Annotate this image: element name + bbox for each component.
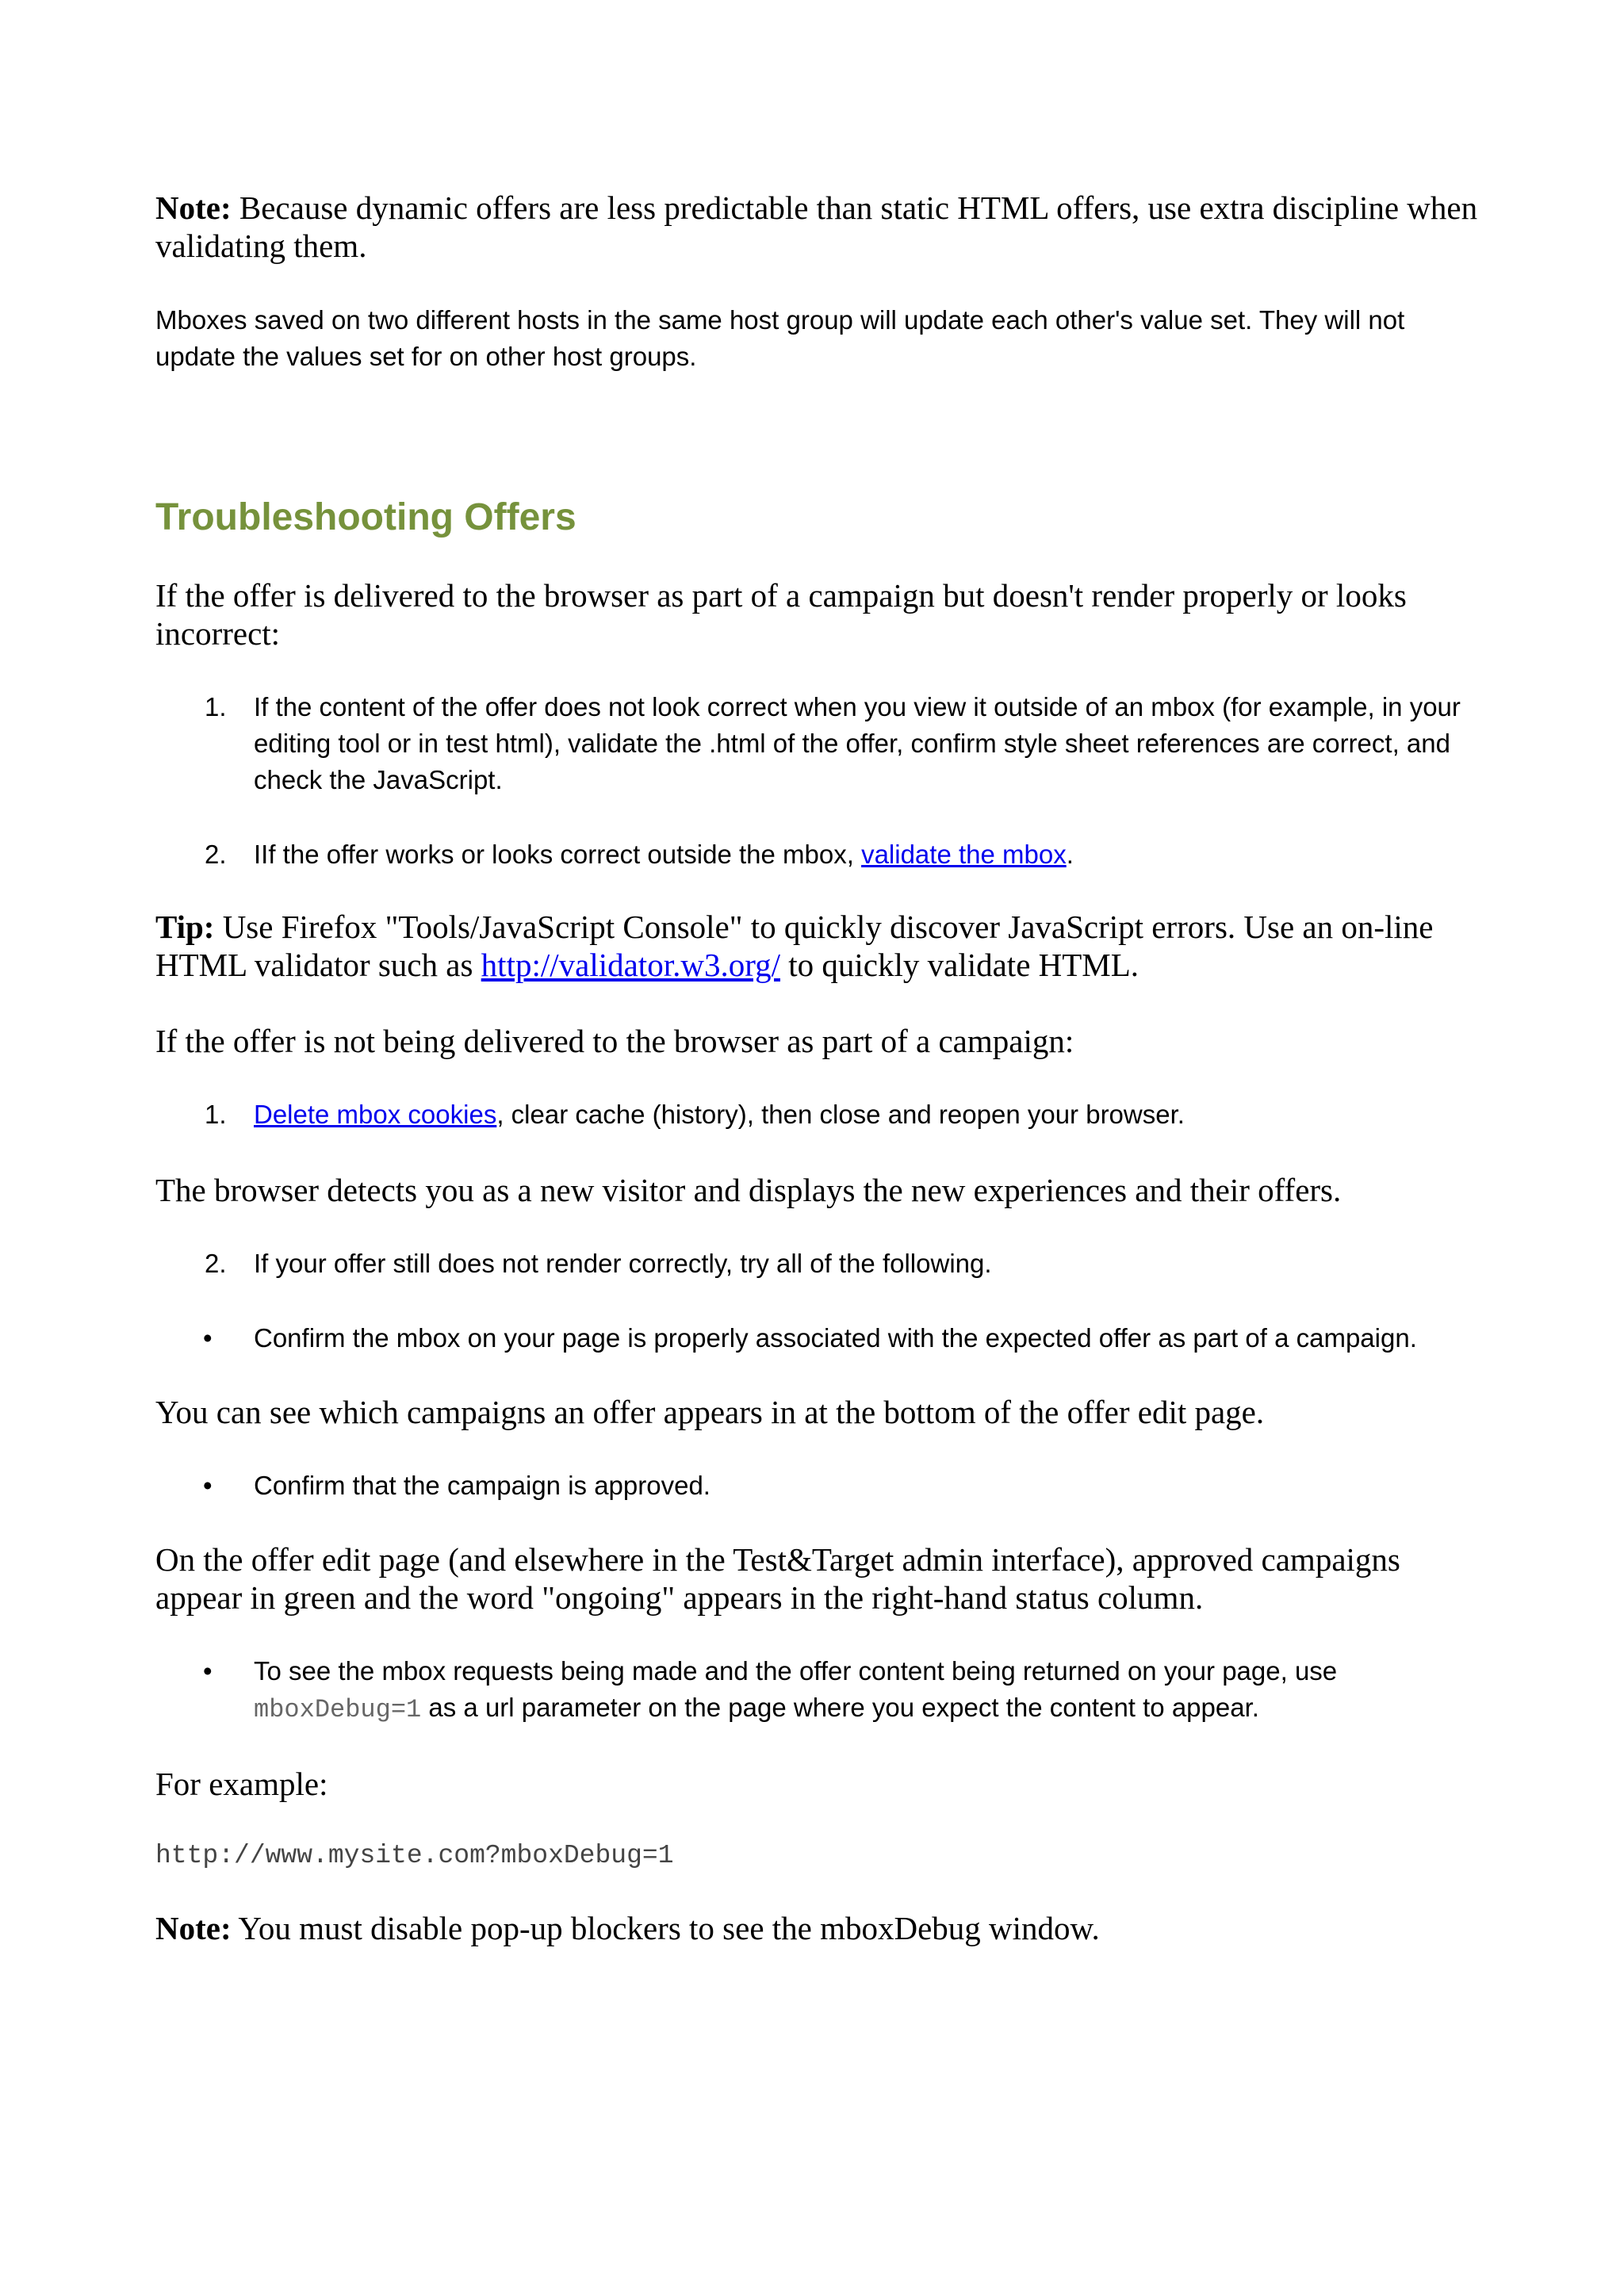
note2-paragraph <box>155 1909 1488 1947</box>
list-item <box>155 836 1488 873</box>
bullet-item <box>155 1653 1488 1728</box>
list-item-text: IIf the offer works or looks correct outside the mbox, <box>254 840 862 869</box>
bullet-item-text-end: as a url parameter on the page where you expect the content to appear. <box>421 1693 1259 1722</box>
bullet-item-text: Confirm the mbox on your page is properly associated with the expected offer as part of a campaign. <box>254 1323 1417 1353</box>
list-item-punctuation: . <box>1066 840 1074 869</box>
for-example-label: For example: <box>155 1766 328 1802</box>
list-item-text: If the content of the offer does not look correct when you view it outside of an mbox (for example, in your editing tool or in test html), validate the .html of the offer, confirm style sheet references are correct, and check the JavaScript. <box>254 692 1461 794</box>
mboxes-paragraph: Mboxes saved on two different hosts in the same host group will update each other's value set. They will not update the values set for on other host groups. <box>155 305 1405 371</box>
bullet-icon: • <box>203 1656 213 1686</box>
tip-text-end: to quickly validate HTML. <box>780 947 1139 983</box>
note2-label: Note: <box>155 1910 232 1946</box>
campaigns-paragraph: You can see which campaigns an offer appears in at the bottom of the offer edit page. <box>155 1394 1265 1430</box>
note-paragraph <box>155 189 1488 265</box>
intro-not-delivered-paragraph: If the offer is not being delivered to the browser as part of a campaign: <box>155 1023 1074 1059</box>
validate-mbox-link[interactable]: validate the mbox <box>861 840 1067 869</box>
tip-paragraph <box>155 908 1488 984</box>
note-text: Because dynamic offers are less predictable than static HTML offers, use extra discipline when validating them. <box>155 189 1478 264</box>
intro-rendered-paragraph: If the offer is delivered to the browser as part of a campaign but doesn't render properly or looks incorrect: <box>155 577 1407 652</box>
inline-code: mboxDebug=1 <box>254 1695 422 1724</box>
bullet-icon: • <box>203 1323 213 1353</box>
bullet-item-text: Confirm that the campaign is approved. <box>254 1471 710 1500</box>
list-item <box>155 1246 1488 1282</box>
tip-label: Tip: <box>155 909 215 945</box>
delete-mbox-cookies-link[interactable]: Delete mbox cookies <box>254 1100 497 1129</box>
list-item <box>155 689 1488 798</box>
list-number: 1. <box>205 692 227 721</box>
document-page <box>155 189 1488 1947</box>
list-number: 2. <box>205 1249 227 1278</box>
list-item-text: , clear cache (history), then close and reopen your browser. <box>496 1100 1185 1129</box>
bullet-item-text: To see the mbox requests being made and the offer content being returned on your page, use <box>254 1656 1338 1686</box>
section-heading: Troubleshooting Offers <box>155 496 576 538</box>
bullet-item <box>155 1468 1488 1504</box>
list-item-text: If your offer still does not render correctly, try all of the following. <box>254 1249 992 1278</box>
list-item <box>155 1096 1488 1133</box>
note-label: Note: <box>155 189 232 226</box>
tip-text: Use Firefox "Tools/JavaScript Console" to quickly discover JavaScript errors. Use an on-line HTML validator such as <box>155 909 1434 983</box>
bullet-item <box>155 1320 1488 1357</box>
list-number: 2. <box>205 840 227 869</box>
note2-text: You must disable pop-up blockers to see the mboxDebug window. <box>231 1910 1100 1946</box>
bullet-icon: • <box>203 1471 213 1500</box>
example-url-code: http://www.mysite.com?mboxDebug=1 <box>155 1841 674 1870</box>
list-number: 1. <box>205 1100 227 1129</box>
validator-link[interactable]: http://validator.w3.org/ <box>481 947 780 983</box>
offer-edit-paragraph: On the offer edit page (and elsewhere in the Test&Target admin interface), approved campaigns appear in green and the word "ongoing" appears in the right-hand status column. <box>155 1541 1400 1616</box>
browser-detects-paragraph: The browser detects you as a new visitor and displays the new experiences and their offers. <box>155 1172 1342 1208</box>
